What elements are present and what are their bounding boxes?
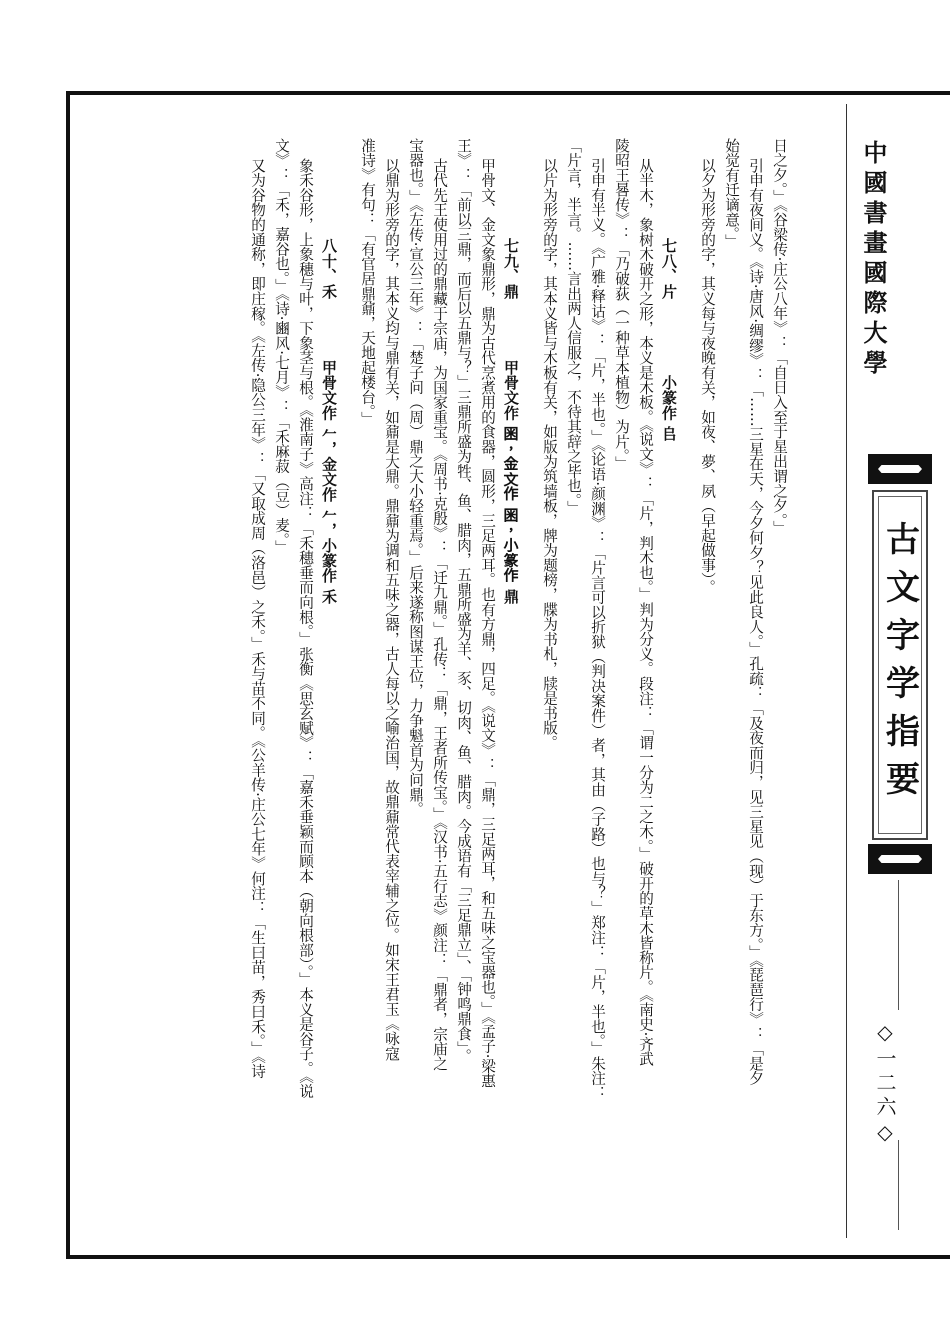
text-column: 从半木，象树木破开之形，本义是木板。《说文》：「片，判木也。」判为分义。段注：「谓一分为二之木。」破开的草木皆称片。《南史·齐武 (637, 158, 654, 1067)
text-column: 甲骨文、金文象鼎形，鼎为古代烹煮用的食器，圆形，三足两耳。也有方鼎，四足。《说文》：「鼎，三足两耳，和五味之宝器也。」《孟子·梁惠 (479, 158, 496, 1089)
margin-divider (846, 104, 847, 1238)
text-column: 「片言，半言。……言出两人信服之，不待其辞之毕也。」 (565, 138, 582, 516)
book-title-box (872, 490, 928, 840)
university-header: 中國書畫國際大學 (859, 140, 888, 380)
page-number: ◇一二六◇ (873, 1020, 897, 1148)
text-column: 古代先王使用过的鼎藏于宗庙，为国家重宝。《周书·克殷》：「迁九鼎。」孔传：「鼎，王者所传宝。」《汉书·五行志》颜注：「鼎者，宗庙之 (431, 158, 448, 1071)
text-column: 始觉有迁谪意。」 (723, 138, 740, 250)
book-title: 古文字学指要 (879, 521, 920, 809)
entry-heading: 七八、片 小篆作 𠂤 (660, 238, 678, 442)
text-column: 以片为形旁的字，其本义皆与木板有关，如版为筑墙板，牌为题榜，牒为书札，牍是书版。 (541, 158, 558, 750)
text-column: 以夕为形旁的字，其义每与夜晚有关，如夜、夢、夙（早起做事）。 (699, 158, 716, 595)
entry-heading: 七九、鼎 甲骨文作 𡇒，金文作 𡇒，小篆作 鼎 (502, 238, 520, 604)
text-column: 又为谷物的通称，即庄稼。《左传·隐公三年》：「又取成周（洛邑）之禾。」禾与苗不同。《公羊传·庄公七年》何注：「生曰苗，秀曰禾。」《诗 (249, 158, 266, 1079)
text-column: 陵昭王晷传》：「乃破荻（一种草本植物）为片。」 (613, 138, 630, 472)
text-column: 准诗》有句：「有官居鼎鼐，天地起楼台。」 (359, 138, 376, 427)
side-rule-lower (898, 1140, 899, 1230)
text-column: 日之夕。」《谷梁传·庄公八年》：「自日入至于星出谓之夕。」 (771, 138, 788, 536)
text-column: 引申有半义。《广雅·释诂》：「片，半也。」《论语·颜渊》：「片言可以折狱（判决案件）者，其由（子路）也与？」郑注：「片，半也。」朱注： (589, 158, 606, 1101)
title-ornament-top (868, 454, 932, 484)
text-column: 引申有夜间义。《诗·唐风·绸缪》：「……三星在天，今夕何夕？见此良人。」孔疏：「及夜而归，见三星见（现）于东方。」《琵琶行》：「是夕 (747, 158, 764, 1086)
body-text (140, 138, 790, 1248)
text-column: 以鼎为形旁的字，其本义均与鼎有关，如鼐是大鼎。鼎鼐为调和五味之器，古人每以之喻治国，故鼎鼐常代表宰辅之位。如宋王君玉《咏寇 (383, 158, 400, 1061)
text-column: 文》：「禾，嘉谷也。」《诗·豳风·七月》：「禾麻菽（豆）麦。」 (273, 138, 290, 555)
text-column: 象禾谷形，上象穗与叶，下象茎与根。《淮南子》高注：「禾穗垂而向根。」张衡《思玄赋》：「嘉禾垂颖而顾本（朝向根部）。」本义是谷子。《说 (297, 158, 314, 1099)
entry-heading: 八十、禾 甲骨文作 𠂉，金文作 𠂉，小篆作 禾 (320, 238, 338, 604)
text-column: 宝器也。」《左传·宣公三年》：「楚子问（周）鼎之大小轻重焉。」后来遂称图谋王位，力争魁首为问鼎。 (407, 138, 424, 817)
side-rule-upper (898, 880, 899, 1010)
text-column: 王》：「前以三鼎，而后以五鼎与？」三鼎所盛为牲、鱼、腊肉，五鼎所盛为羊、豕、切肉、鱼、腊肉。今成语有「三足鼎立」、「钟鸣鼎食」。 (455, 138, 472, 1064)
title-ornament-bottom (868, 844, 932, 874)
